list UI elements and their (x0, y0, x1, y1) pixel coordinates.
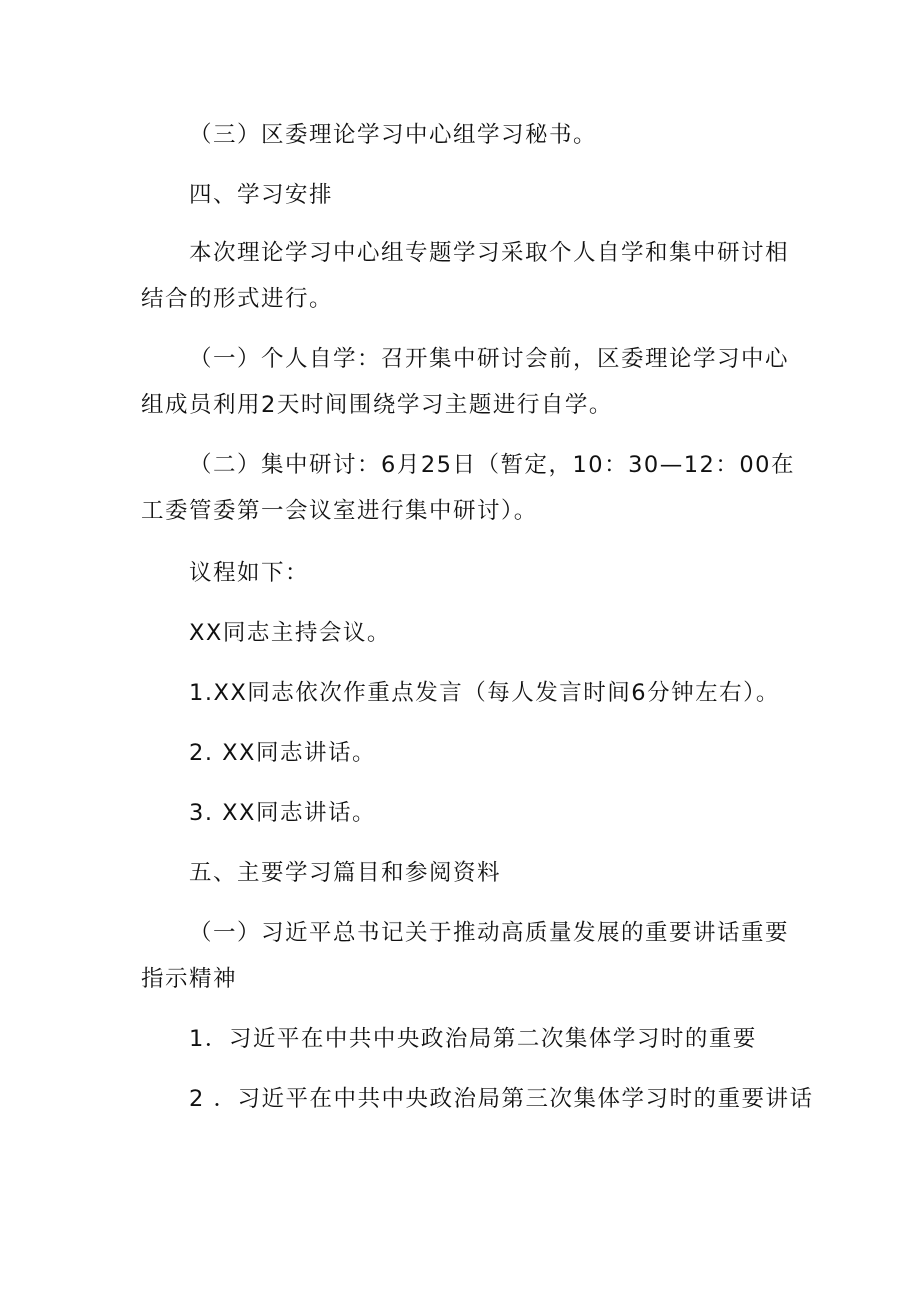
paragraph-line: 工委管委第一会议室进行集中研讨）。 (141, 498, 538, 524)
paragraph-line: 指示精神 (141, 966, 238, 992)
section-heading: 五、主要学习篇目和参阅资料 (189, 860, 502, 886)
agenda-item: 3. XX同志讲话。 (189, 800, 376, 826)
paragraph-line: 本次理论学习中心组专题学习采取个人自学和集中研讨相 (189, 240, 790, 266)
paragraph-line: （三）区委理论学习中心组学习秘书。 (189, 122, 598, 148)
paragraph-line: 结合的形式进行。 (141, 286, 334, 312)
paragraph-line: XX同志主持会议。 (189, 620, 391, 646)
paragraph-line: （一）习近平总书记关于推动高质量发展的重要讲话重要 (189, 920, 790, 946)
paragraph-line: （一）个人自学：召开集中研讨会前，区委理论学习中心 (189, 346, 790, 372)
reference-item: 2 ．习近平在中共中央政治局第三次集体学习时的重要讲话 (189, 1086, 814, 1112)
paragraph-line: （二）集中研讨：6月25日（暂定，10：30—12：00在 (189, 452, 795, 478)
paragraph-line: 议程如下： (189, 560, 310, 586)
agenda-item: 1.XX同志依次作重点发言（每人发言时间6分钟左右）。 (189, 680, 780, 706)
agenda-item: 2. XX同志讲话。 (189, 740, 376, 766)
section-heading: 四、学习安排 (189, 182, 334, 208)
paragraph-line: 组成员利用2天时间围绕学习主题进行自学。 (141, 392, 613, 418)
reference-item: 1．习近平在中共中央政治局第二次集体学习时的重要 (189, 1026, 757, 1052)
